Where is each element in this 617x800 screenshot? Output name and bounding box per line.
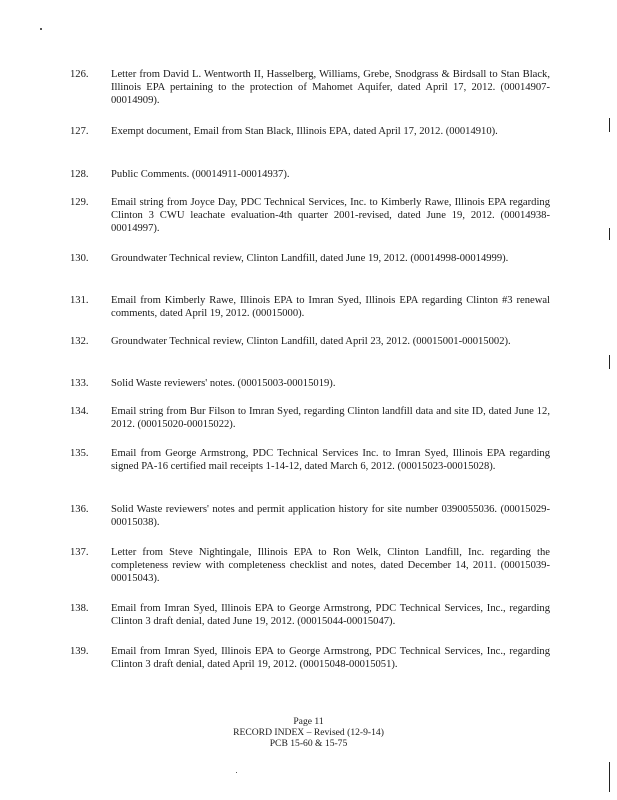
entry-number: 128. <box>70 169 89 180</box>
scan-speck <box>40 28 42 30</box>
entry-text: Solid Waste reviewers' notes. (00015003-00015019). <box>111 378 336 389</box>
entry-number: 133. <box>70 378 89 389</box>
record-index-label: RECORD INDEX – Revised (12-9-14) <box>233 727 384 738</box>
record-entry-137 <box>70 546 550 585</box>
entry-number: 137. <box>70 547 89 558</box>
entry-text: Email from Imran Syed, Illinois EPA to George Armstrong, PDC Technical Services, Inc., regarding Clinton 3 draft denial, dated June 19, 2012. (00015044-00015047). <box>111 603 550 627</box>
entry-text: Groundwater Technical review, Clinton Landfill, dated June 19, 2012. (00014998-00014999). <box>111 253 509 264</box>
entry-text: Email from Kimberly Rawe, Illinois EPA to Imran Syed, Illinois EPA regarding Clinton #3 renewal comments, dated April 19, 2012. (00015000). <box>111 295 550 319</box>
entry-number: 136. <box>70 504 89 515</box>
entry-number: 131. <box>70 295 89 306</box>
record-entry-135 <box>70 447 550 473</box>
entry-number: 126. <box>70 69 89 80</box>
entry-number: 130. <box>70 253 89 264</box>
entry-text: Letter from Steve Nightingale, Illinois EPA to Ron Welk, Clinton Landfill, Inc. regarding the completeness review with completeness checklist and notes, dated December 14, 2011. (00015039-00015043). <box>111 547 550 584</box>
entry-text: Email string from Bur Filson to Imran Syed, regarding Clinton landfill data and site ID, dated June 12, 2012. (00015020-00015022). <box>111 406 550 430</box>
entry-number: 135. <box>70 448 89 459</box>
record-entry-128 <box>70 168 550 181</box>
record-entry-127 <box>70 125 550 138</box>
entry-number: 134. <box>70 406 89 417</box>
entry-text: Public Comments. (00014911-00014937). <box>111 169 290 180</box>
record-entry-129 <box>70 196 550 235</box>
case-number: PCB 15-60 & 15-75 <box>269 738 348 749</box>
scan-mark <box>609 118 610 132</box>
entry-text: Email from Imran Syed, Illinois EPA to George Armstrong, PDC Technical Services, Inc., regarding Clinton 3 draft denial, dated April 19, 2012. (00015048-00015051). <box>111 646 550 670</box>
entry-text: Email from George Armstrong, PDC Technical Services Inc. to Imran Syed, Illinois EPA regarding signed PA-16 certified mail receipts 1-14-12, dated March 6, 2012. (00015023-00015028). <box>111 448 550 472</box>
entry-number: 139. <box>70 646 89 657</box>
record-entry-132 <box>70 335 550 348</box>
entry-text: Email string from Joyce Day, PDC Technical Services, Inc. to Kimberly Rawe, Illinois EPA regarding Clinton 3 CWU leachate evaluation-4th quarter 2001-revised, dated June 19, 2012. (00014938-00014997). <box>111 197 550 234</box>
record-entry-126 <box>70 68 550 107</box>
record-entry-130 <box>70 252 550 265</box>
record-entry-136 <box>70 503 550 529</box>
scan-mark <box>609 228 610 240</box>
scan-mark <box>609 762 610 792</box>
scan-speck <box>236 772 237 773</box>
entry-number: 127. <box>70 126 89 137</box>
record-entry-131 <box>70 294 550 320</box>
page-number: Page 11 <box>293 716 324 727</box>
entry-number: 138. <box>70 603 89 614</box>
entry-number: 129. <box>70 197 89 208</box>
entry-text: Groundwater Technical review, Clinton Landfill, dated April 23, 2012. (00015001-00015002). <box>111 336 511 347</box>
scan-mark <box>609 355 610 369</box>
entry-text: Exempt document, Email from Stan Black, Illinois EPA, dated April 17, 2012. (00014910). <box>111 126 498 137</box>
record-entry-138 <box>70 602 550 628</box>
entry-text: Letter from David L. Wentworth II, Hasselberg, Williams, Grebe, Snodgrass & Birdsall to Stan Black, Illinois EPA pertaining to the protection of Mahomet Aquifer, dated April 17, 2012. (00014907-00014909). <box>111 69 550 106</box>
record-entry-133 <box>70 377 550 390</box>
record-entry-134 <box>70 405 550 431</box>
entry-number: 132. <box>70 336 89 347</box>
record-entry-139 <box>70 645 550 671</box>
entry-text: Solid Waste reviewers' notes and permit application history for site number 0390055036. (00015029-00015038). <box>111 504 550 528</box>
